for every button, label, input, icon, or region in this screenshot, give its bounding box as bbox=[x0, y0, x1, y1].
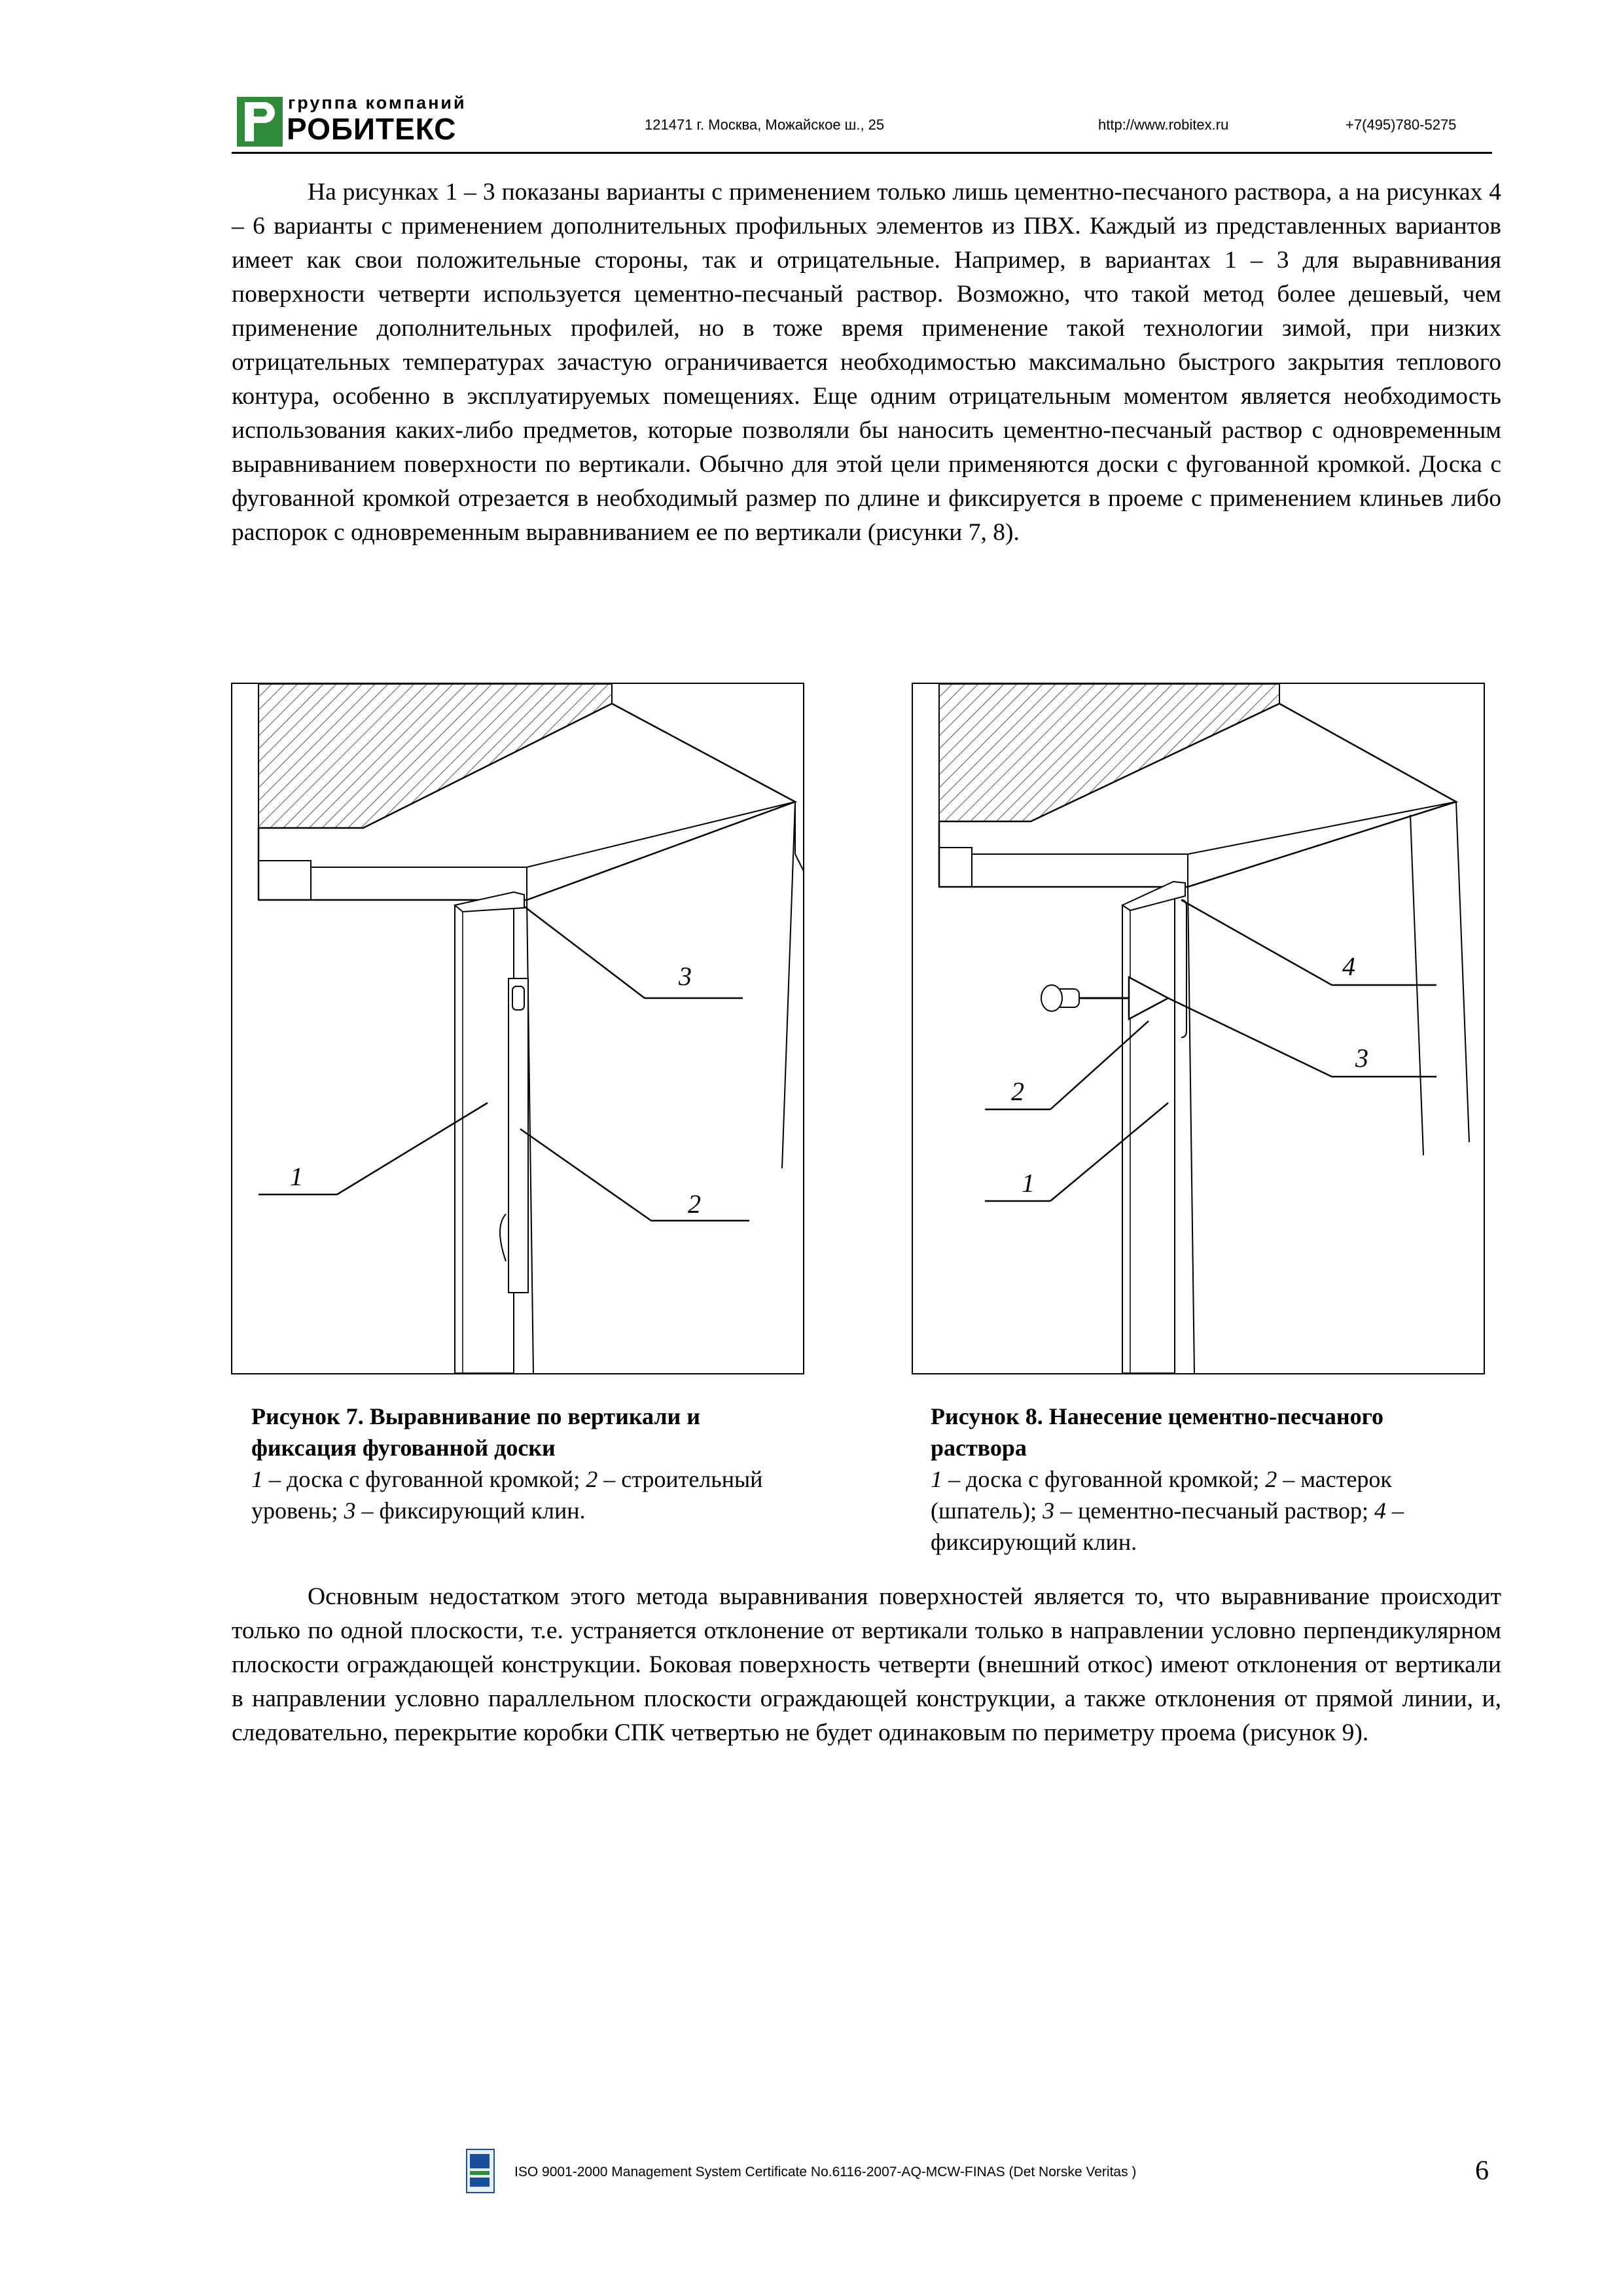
figure-7-callout: 2 bbox=[688, 1189, 701, 1219]
figure-8-caption bbox=[931, 1401, 1480, 1558]
figure-8-title: Рисунок 8. Нанесение цементно-песчаного раствора bbox=[931, 1403, 1384, 1461]
logo-main-text: РОБИТЕКС bbox=[287, 112, 457, 146]
header-phone: +7(495)780-5275 bbox=[1346, 117, 1457, 133]
figure-7-legend: 1 – доска с фугованной кромкой; 2 – строительный уровень; 3 – фиксирующий клин. bbox=[251, 1466, 763, 1524]
figure-8-callout: 4 bbox=[1342, 952, 1355, 981]
logo-mark-icon bbox=[237, 97, 283, 147]
company-logo bbox=[237, 93, 467, 147]
figure-7-callout: 1 bbox=[290, 1162, 303, 1191]
certificate-badge-icon bbox=[466, 2149, 495, 2193]
figure-8-callout: 1 bbox=[1022, 1168, 1035, 1198]
figure-7-caption bbox=[251, 1401, 788, 1526]
header-rule bbox=[232, 152, 1492, 154]
figure-8-callout: 3 bbox=[1355, 1043, 1368, 1073]
figure-8-callout: 2 bbox=[1011, 1077, 1024, 1106]
figure-8-legend: 1 – доска с фугованной кромкой; 2 – мастерок (шпатель); 3 – цементно-песчаный раствор; 4 – фиксирующий клин. bbox=[931, 1466, 1404, 1555]
paragraph-drawback: Основным недостатком этого метода выравнивания поверхностей является то, что выравнивание происходит только по одной плоскости, т.е. устраняется отклонение от вертикали только в направлении условно перпендикулярном плоскости ограждающей конструкции. Боковая поверхность четверти (внешний откос) имеют отклонения от вертикали в направлении условно параллельном плоскости ограждающей конструкции, а также отклонения от прямой линии, и, следовательно, перекрытие коробки СПК четвертью не будет одинаковым по периметру проема (рисунок 9). bbox=[232, 1583, 1501, 1746]
header-website[interactable]: http://www.robitex.ru bbox=[1098, 117, 1229, 133]
figure-7-drawing bbox=[231, 683, 804, 1374]
figure-7-callout: 3 bbox=[679, 961, 692, 991]
footer-certificate: ISO 9001-2000 Management System Certificate No.6116-2007-AQ-MCW-FINAS (Det Norske Veritas ) bbox=[514, 2164, 1137, 2179]
figure-8-drawing bbox=[912, 683, 1485, 1374]
figure-7-title: Рисунок 7. Выравнивание по вертикали и фиксация фугованной доски bbox=[251, 1403, 701, 1461]
paragraph-intro: На рисунках 1 – 3 показаны варианты с применением только лишь цементно-песчаного раствора, а на рисунках 4 – 6 варианты с применением дополнительных профильных элементов из ПВХ. Каждый из представленных вариантов имеет как свои положительные стороны, так и отрицательные. Например, в вариантах 1 – 3 для выравнивания поверхности четверти используется цементно-песчаный раствор. Возможно, что такой метод более дешевый, чем применение дополнительных профилей, но в тоже время применение такой технологии зимой, при низких отрицательных температурах зачастую ограничивается необходимостью максимально быстрого закрытия теплового контура, особенно в эксплуатируемых помещениях. Еще одним отрицательным моментом является необходимость использования каких-либо предметов, которые позволяли бы наносить цементно-песчаный раствор с одновременным выравниванием поверхности по вертикали. Обычно для этой цели применяются доски с фугованной кромкой. Доска с фугованной кромкой отрезается в необходимый размер по длине и фиксируется в проеме с применением клиньев либо распорок с одновременным выравниванием ее по вертикали (рисунки 7, 8). bbox=[232, 179, 1501, 546]
header-address: 121471 г. Москва, Можайское ш., 25 bbox=[645, 117, 885, 133]
logo-top-text: группа компаний bbox=[288, 93, 467, 113]
page-number: 6 bbox=[1475, 2156, 1489, 2186]
